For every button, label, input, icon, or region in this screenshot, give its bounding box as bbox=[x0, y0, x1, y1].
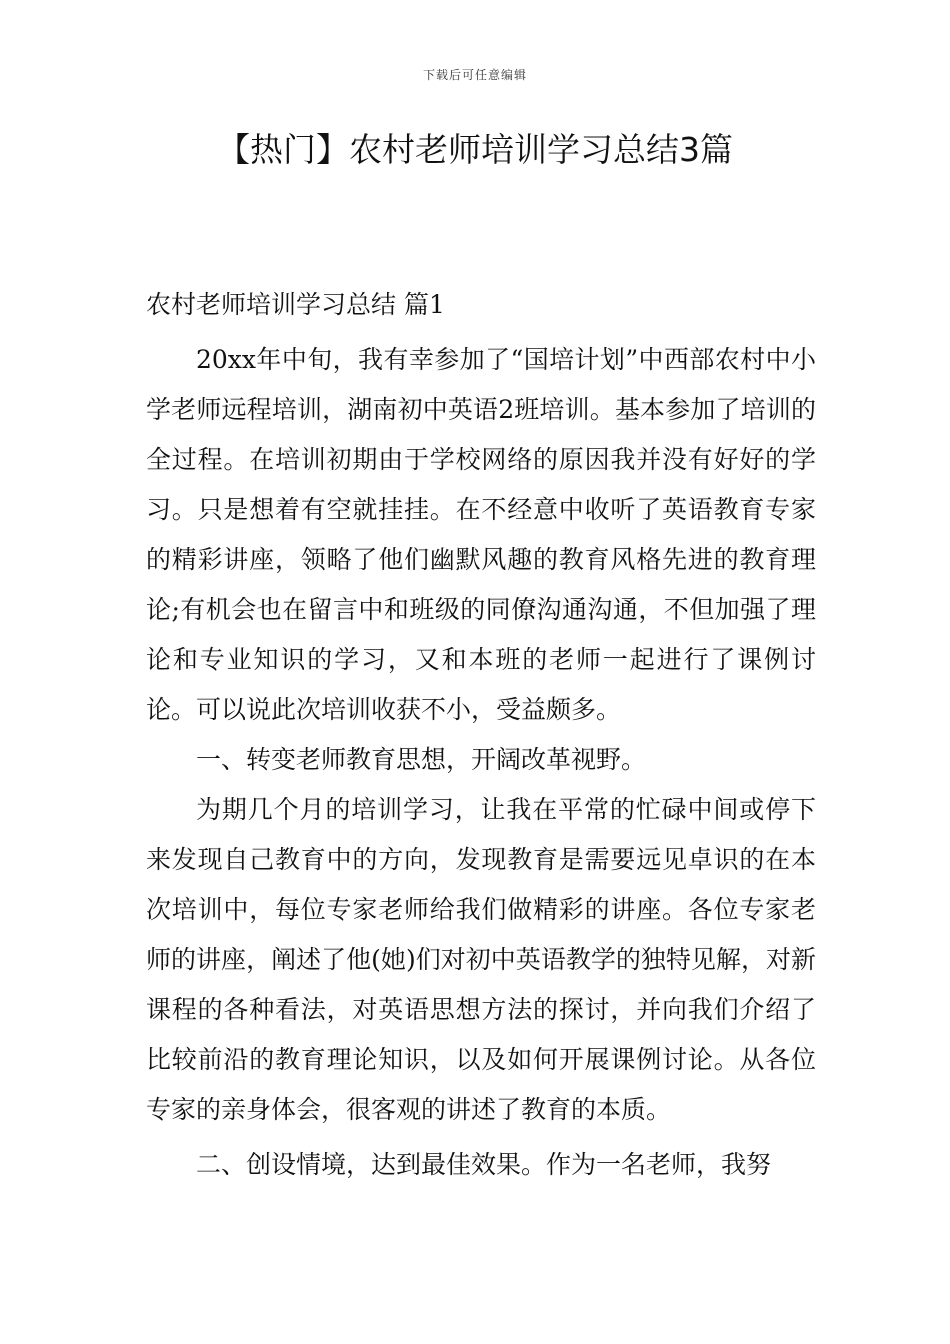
document-body bbox=[146, 280, 816, 1190]
paragraph-point-one-heading: 一、转变老师教育思想，开阔改革视野。 bbox=[196, 745, 647, 774]
paragraph-point-two: 二、创设情境，达到最佳效果。作为一名老师，我努 bbox=[196, 1150, 772, 1179]
paragraph-point-one-body: 为期几个月的培训学习，让我在平常的忙碌中间或停下来发现自己教育中的方向，发现教育是需要远见卓识的在本次培训中，每位专家老师给我们做精彩的讲座。各位专家老师的讲座，阐述了他(她)们对初中英语教学的独特见解，对新课程的各种看法，对英语思想方法的探讨，并向我们介绍了比较前沿的教育理论知识，以及如何开展课例讨论。从各位专家的亲身体会，很客观的讲述了教育的本质。 bbox=[146, 795, 816, 1124]
header-note: 下载后可任意编辑 bbox=[422, 68, 527, 82]
section-heading: 农村老师培训学习总结 篇1 bbox=[146, 290, 445, 319]
paragraph-intro: 20xx年中旬，我有幸参加了“国培计划”中西部农村中小学老师远程培训，湖南初中英语2班培训。基本参加了培训的全过程。在培训初期由于学校网络的原因我并没有好好的学习。只是想着有空就挂挂。在不经意中收听了英语教育专家的精彩讲座，领略了他们幽默风趣的教育风格先进的教育理论;有机会也在留言中和班级的同僚沟通沟通，不但加强了理论和专业知识的学习，又和本班的老师一起进行了课例讨论。可以说此次培训收获不小，受益颇多。 bbox=[146, 345, 816, 724]
document-title: 【热门】农村老师培训学习总结3篇 bbox=[217, 130, 733, 169]
